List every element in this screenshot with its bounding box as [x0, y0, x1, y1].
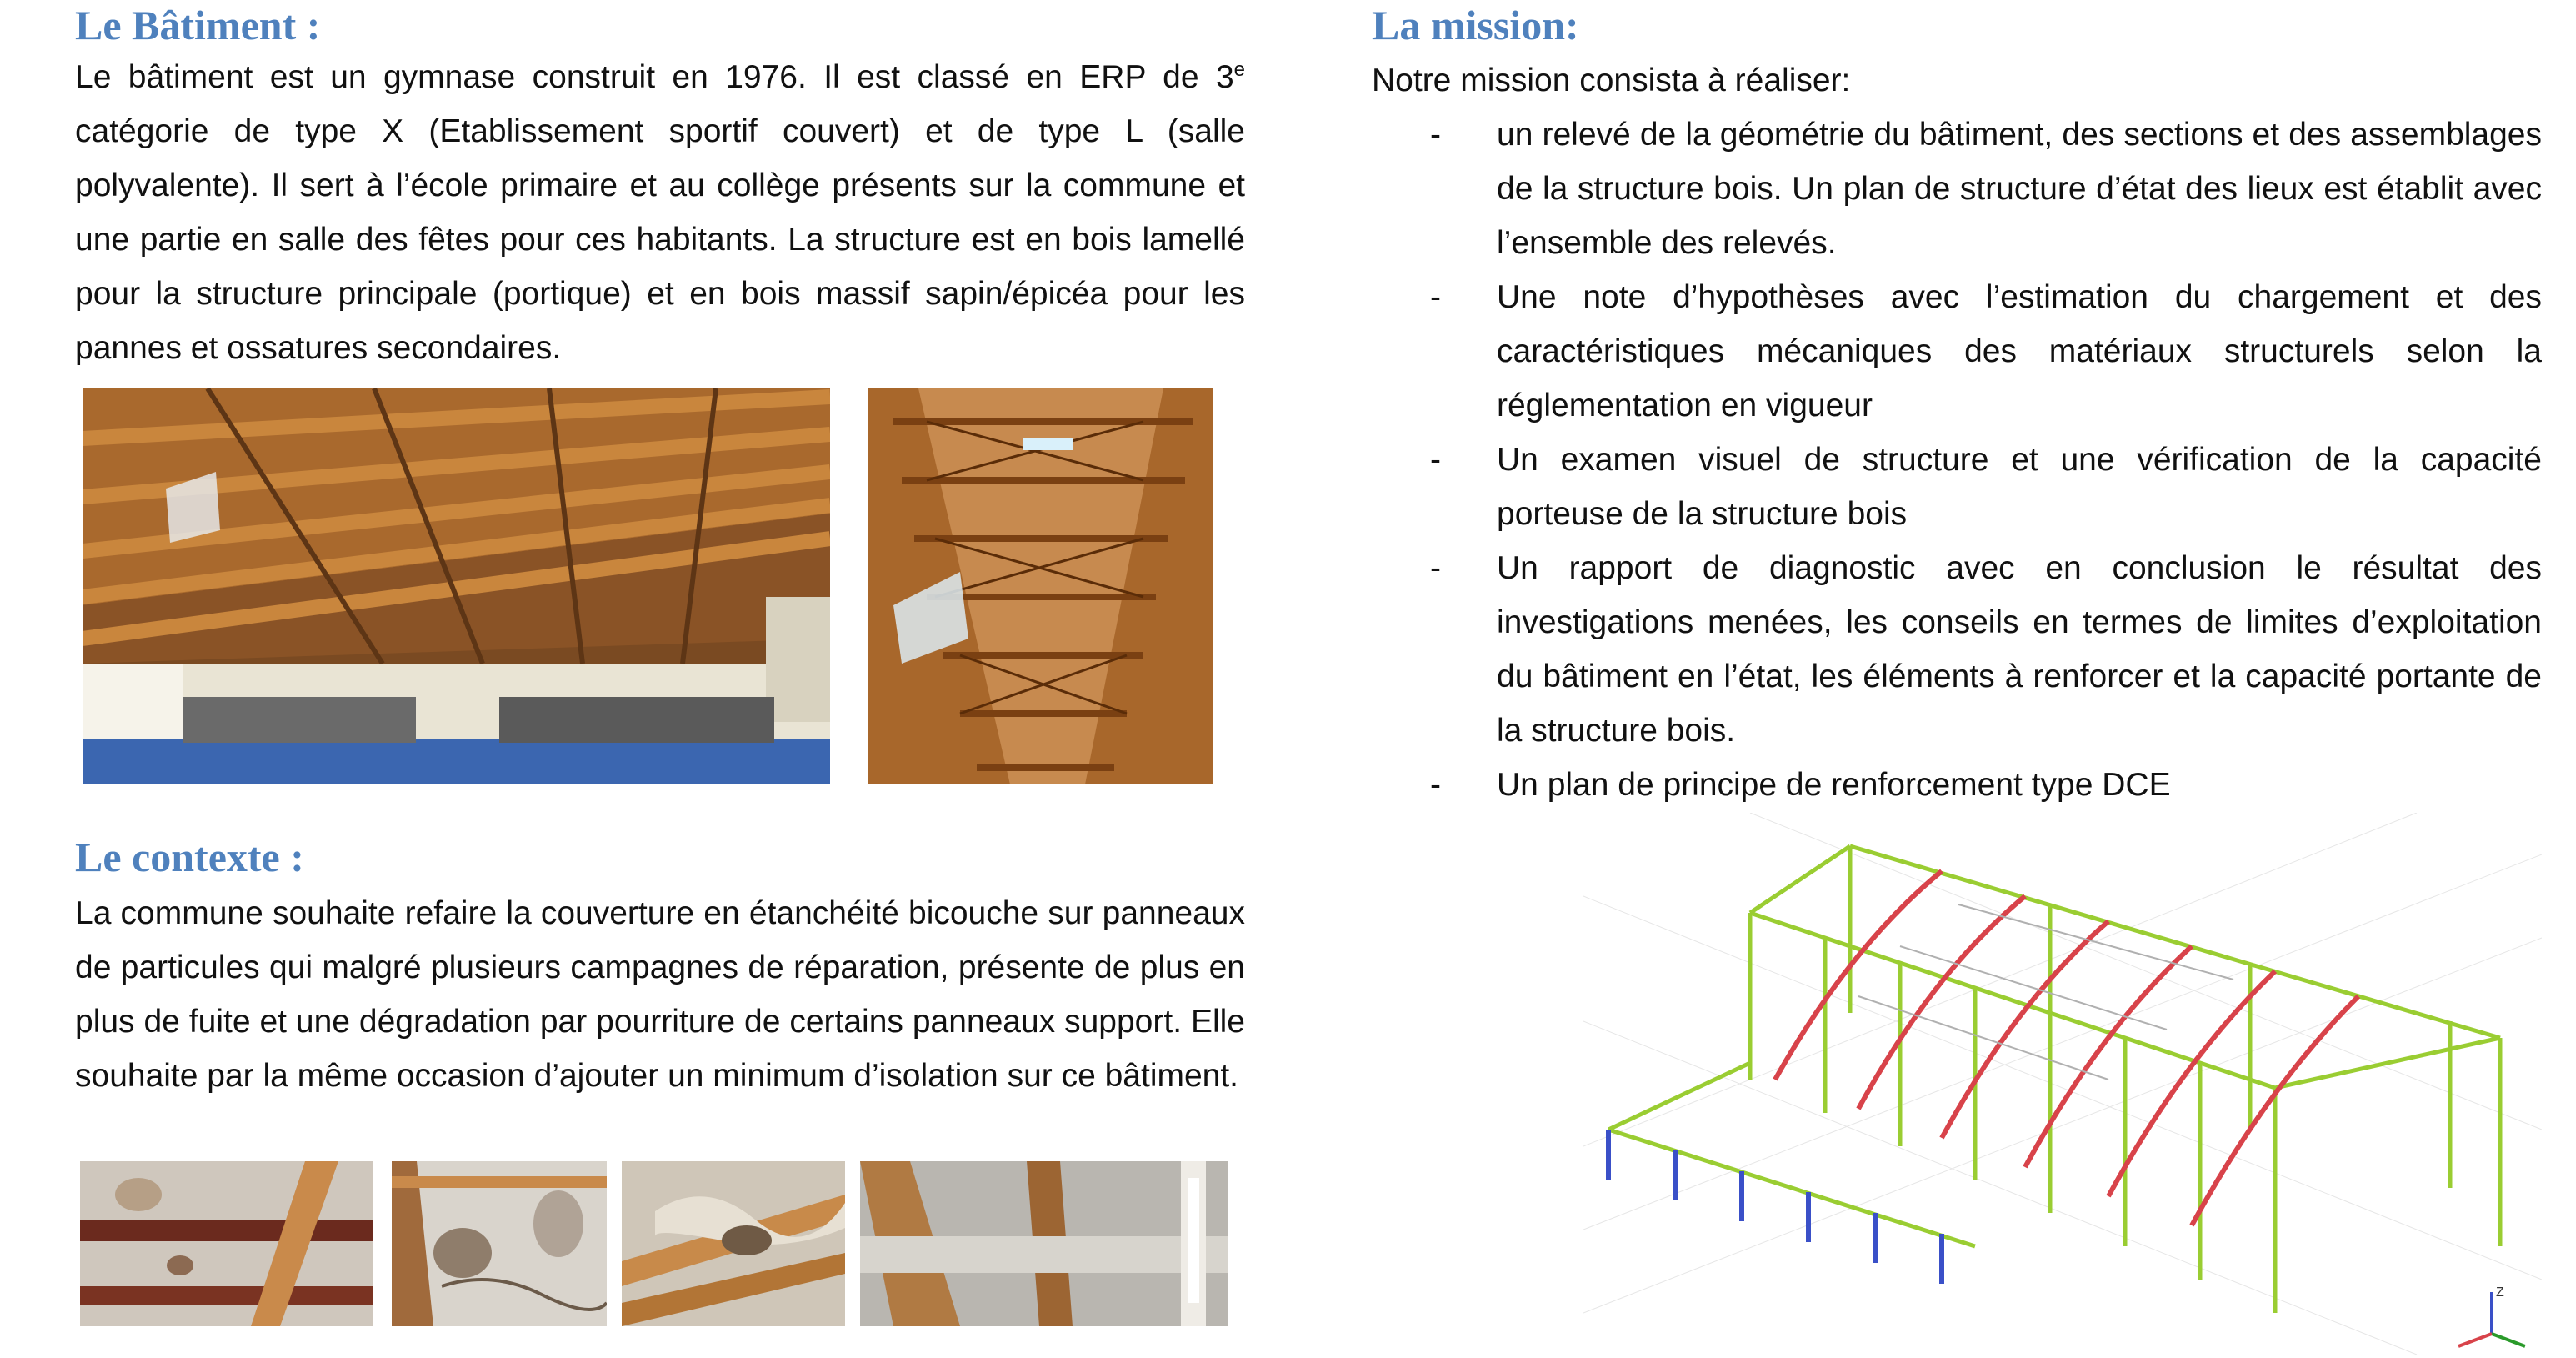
batiment-text-start: Le bâtiment est un gymnase construit en 1976. Il est classé en ERP de 3: [75, 59, 1234, 95]
batiment-paragraph: [75, 50, 1245, 375]
bullet-dash: -: [1430, 117, 1441, 153]
gym-interior-photo: [83, 388, 830, 784]
axis-z-label: Z: [2496, 1285, 2504, 1300]
mission-item: [1372, 541, 2542, 758]
contexte-paragraph: La commune souhaite refaire la couverture en étanchéité bicouche sur panneaux de particules qui malgré plusieurs campagnes de réparation, présente de plus en plus de fuite et une dégradation par pourriture de certains panneaux support. Elle souhaite par la même occasion d’ajouter un minimum d’isolation sur ce bâtiment.: [75, 895, 1245, 1094]
mission-item-text: Un plan de principe de renforcement type DCE: [1497, 767, 2171, 803]
mission-list: [1372, 108, 2542, 812]
mission-item-text: Un rapport de diagnostic avec en conclusion le résultat des investigations menées, les conseils en termes de limites d’exploitation du bâtiment en l’état, les éléments à renforcer et la capacité portante de la structure bois.: [1497, 550, 2542, 749]
mission-item: [1372, 270, 2542, 433]
bullet-dash: -: [1430, 767, 1441, 803]
ceiling-structure-photo: [868, 388, 1213, 784]
mission-item: [1372, 758, 2542, 812]
section-title-batiment: Le Bâtiment :: [75, 2, 321, 48]
section-title-contexte: Le contexte :: [75, 834, 304, 880]
bullet-dash: -: [1430, 550, 1441, 586]
structure-3d-model: [1583, 813, 2542, 1355]
mission-item: [1372, 108, 2542, 270]
batiment-text-end: catégorie de type X (Etablissement sportif couvert) et de type L (salle polyvalente). Il sert à l’école primaire et au collège présents sur la commune et une partie en salle des fêtes pour ces habitants. La structure est en bois lamellé pour la structure principale (portique) et en bois massif sapin/épicéa pour les pannes et ossatures secondaires.: [75, 113, 1245, 366]
bullet-dash: -: [1430, 442, 1441, 478]
damage-photo-3: [622, 1161, 845, 1326]
mission-item-text: Un examen visuel de structure et une vérification de la capacité porteuse de la structure bois: [1497, 442, 2542, 532]
mission-item: [1372, 433, 2542, 541]
damage-photo-2: [392, 1161, 607, 1326]
mission-intro: Notre mission consista à réaliser:: [1372, 63, 1851, 98]
mission-item-text: un relevé de la géométrie du bâtiment, des sections et des assemblages de la structure bois. Un plan de structure d’état des lieux est établit avec l’ensemble des relevés.: [1497, 117, 2542, 261]
mission-item-text: Une note d’hypothèses avec l’estimation du chargement et des caractéristiques mécaniques des matériaux structurels selon la réglementation en vigueur: [1497, 279, 2542, 423]
section-title-mission: La mission:: [1372, 2, 1579, 48]
bullet-dash: -: [1430, 279, 1441, 315]
damage-photo-4: [860, 1161, 1228, 1326]
batiment-superscript: e: [1233, 58, 1245, 81]
damage-photo-1: [80, 1161, 373, 1326]
